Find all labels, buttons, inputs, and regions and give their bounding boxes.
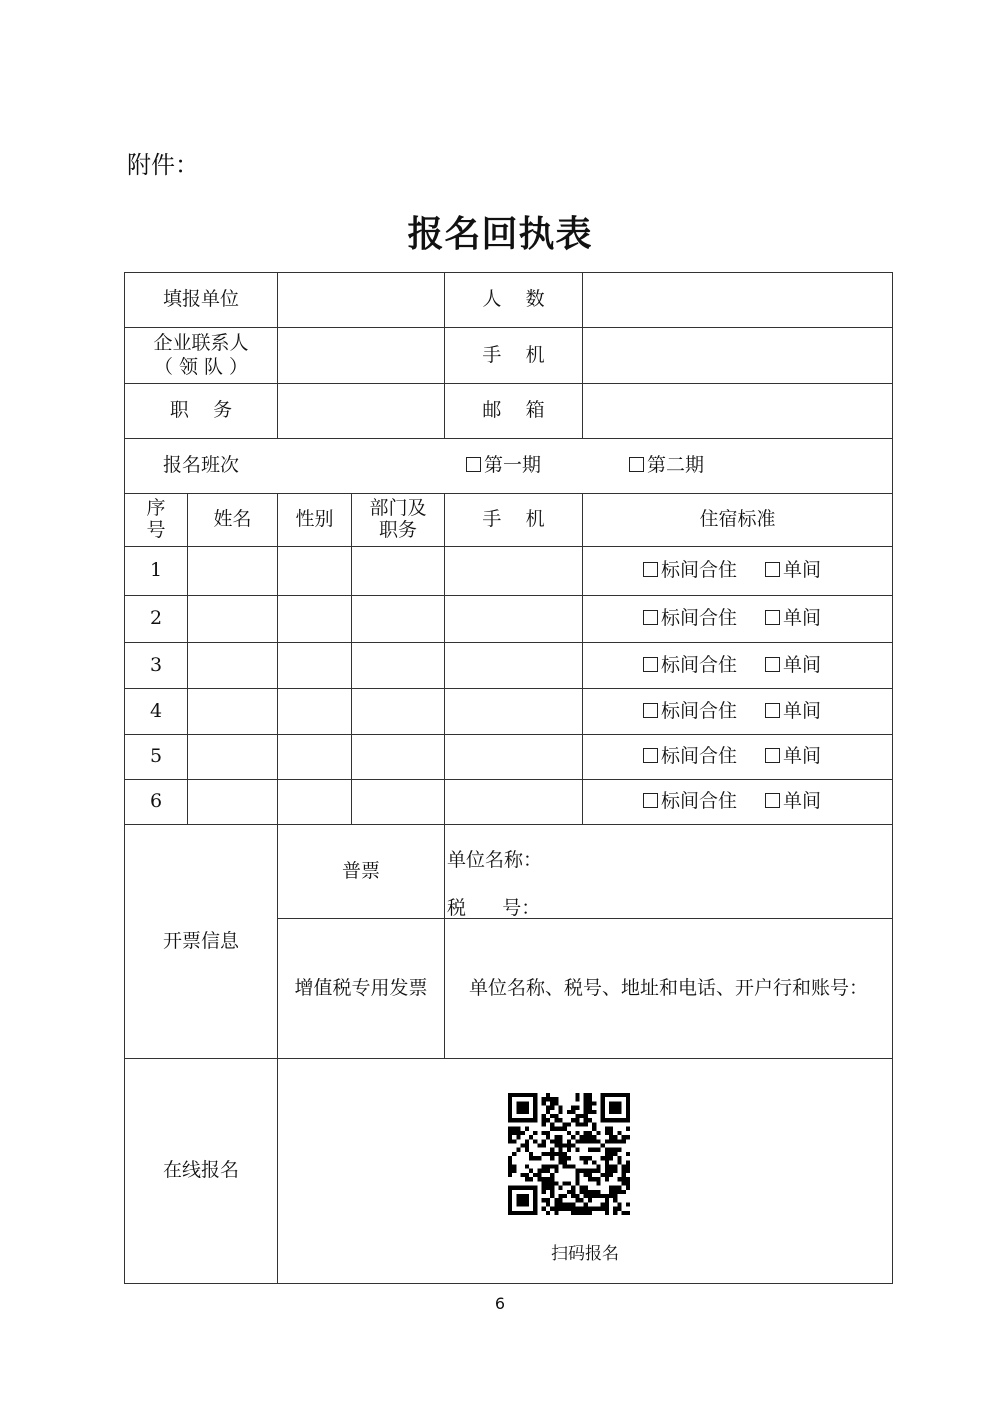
row-seq: 1 <box>149 559 163 582</box>
checkbox-icon[interactable] <box>629 457 644 472</box>
checkbox-icon[interactable] <box>643 610 658 625</box>
checkbox-icon[interactable] <box>765 610 780 625</box>
checkbox-icon[interactable] <box>643 793 658 808</box>
lodging-option-shared[interactable]: 标间合住 <box>643 654 737 678</box>
checkbox-icon[interactable] <box>765 748 780 763</box>
vat-invoice-label: 增值税专用发票 <box>294 976 428 999</box>
row-dept-field[interactable] <box>352 547 444 595</box>
dept-header: 部门及 职务 <box>369 497 427 541</box>
checkbox-icon[interactable] <box>643 703 658 718</box>
row-lodging-options <box>583 780 892 824</box>
position-field[interactable] <box>278 384 444 438</box>
row-gender-field[interactable] <box>278 643 351 688</box>
contact-field[interactable] <box>278 328 444 383</box>
row-name-field[interactable] <box>188 735 277 779</box>
form-title: 报名回执表 <box>407 213 593 255</box>
session-option-1[interactable]: 第一期 <box>466 454 541 478</box>
row-gender-field[interactable] <box>278 596 351 642</box>
checkbox-icon[interactable] <box>466 457 481 472</box>
checkbox-icon[interactable] <box>643 562 658 577</box>
row-lodging-options <box>583 596 892 642</box>
row-name-field[interactable] <box>188 689 277 734</box>
row-dept-field[interactable] <box>352 689 444 734</box>
session-option-2[interactable]: 第二期 <box>629 454 704 478</box>
mobile-field[interactable] <box>583 328 892 383</box>
invoice-label: 开票信息 <box>162 929 239 952</box>
row-gender-field[interactable] <box>278 735 351 779</box>
session-label: 报名班次 <box>162 454 239 477</box>
attachment-label: 附件： <box>127 151 199 179</box>
page-number: 6 <box>494 1294 506 1313</box>
lodging-option-single[interactable]: 单间 <box>765 745 821 769</box>
row-seq: 2 <box>149 607 163 630</box>
checkbox-icon[interactable] <box>765 703 780 718</box>
gender-header: 性别 <box>295 508 334 531</box>
mobile-header: 手 机 <box>482 508 545 531</box>
mobile-label: 手 机 <box>482 343 545 366</box>
row-seq: 4 <box>149 699 163 722</box>
row-name-field[interactable] <box>188 643 277 688</box>
row-seq: 5 <box>149 745 163 768</box>
normal-invoice-label: 普票 <box>341 859 380 882</box>
lodging-option-single[interactable]: 单间 <box>765 700 821 724</box>
row-lodging-options <box>583 643 892 688</box>
row-gender-field[interactable] <box>278 689 351 734</box>
lodging-option-shared[interactable]: 标间合住 <box>643 700 737 724</box>
lodging-option-shared[interactable]: 标间合住 <box>643 745 737 769</box>
row-dept-field[interactable] <box>352 780 444 824</box>
vat-fields: 单位名称、税号、地址和电话、开户行和账号： <box>468 976 868 999</box>
session-options <box>278 439 892 493</box>
row-mobile-field[interactable] <box>445 780 582 824</box>
row-dept-field[interactable] <box>352 643 444 688</box>
unit-label: 填报单位 <box>162 288 239 311</box>
name-header: 姓名 <box>213 508 252 531</box>
checkbox-icon[interactable] <box>643 748 658 763</box>
row-seq: 3 <box>149 653 163 676</box>
checkbox-icon[interactable] <box>765 657 780 672</box>
qr-caption: 扫码报名 <box>551 1244 619 1265</box>
lodging-option-shared[interactable]: 标间合住 <box>643 559 737 583</box>
row-lodging-options <box>583 735 892 779</box>
row-name-field[interactable] <box>188 780 277 824</box>
row-seq: 6 <box>149 790 163 813</box>
row-gender-field[interactable] <box>278 547 351 595</box>
checkbox-icon[interactable] <box>765 793 780 808</box>
row-mobile-field[interactable] <box>445 735 582 779</box>
normal-unit-name: 单位名称： <box>447 849 543 871</box>
row-lodging-options <box>583 547 892 595</box>
lodging-header: 住宿标准 <box>699 508 776 531</box>
row-mobile-field[interactable] <box>445 643 582 688</box>
row-gender-field[interactable] <box>278 780 351 824</box>
lodging-option-single[interactable]: 单间 <box>765 559 821 583</box>
lodging-option-single[interactable]: 单间 <box>765 607 821 631</box>
lodging-option-shared[interactable]: 标间合住 <box>643 790 737 814</box>
row-name-field[interactable] <box>188 547 277 595</box>
normal-tax-no: 税 号： <box>447 897 541 919</box>
qr-code-icon[interactable] <box>508 1093 630 1215</box>
email-label: 邮 箱 <box>482 399 545 422</box>
contact-label-line2: （ 领 队 ） <box>153 355 249 378</box>
checkbox-icon[interactable] <box>765 562 780 577</box>
count-label: 人 数 <box>482 288 545 311</box>
row-mobile-field[interactable] <box>445 689 582 734</box>
online-label: 在线报名 <box>162 1159 239 1182</box>
contact-label-line1: 企业联系人 <box>153 331 249 354</box>
unit-field[interactable] <box>278 273 444 327</box>
lodging-option-single[interactable]: 单间 <box>765 790 821 814</box>
row-lodging-options <box>583 689 892 734</box>
row-dept-field[interactable] <box>352 735 444 779</box>
seq-header: 序 号 <box>146 497 166 541</box>
row-mobile-field[interactable] <box>445 596 582 642</box>
email-field[interactable] <box>583 384 892 438</box>
contact-label <box>125 328 277 383</box>
row-name-field[interactable] <box>188 596 277 642</box>
checkbox-icon[interactable] <box>643 657 658 672</box>
lodging-option-single[interactable]: 单间 <box>765 654 821 678</box>
row-mobile-field[interactable] <box>445 547 582 595</box>
lodging-option-shared[interactable]: 标间合住 <box>643 607 737 631</box>
position-label: 职 务 <box>169 399 233 422</box>
count-field[interactable] <box>583 273 892 327</box>
row-dept-field[interactable] <box>352 596 444 642</box>
